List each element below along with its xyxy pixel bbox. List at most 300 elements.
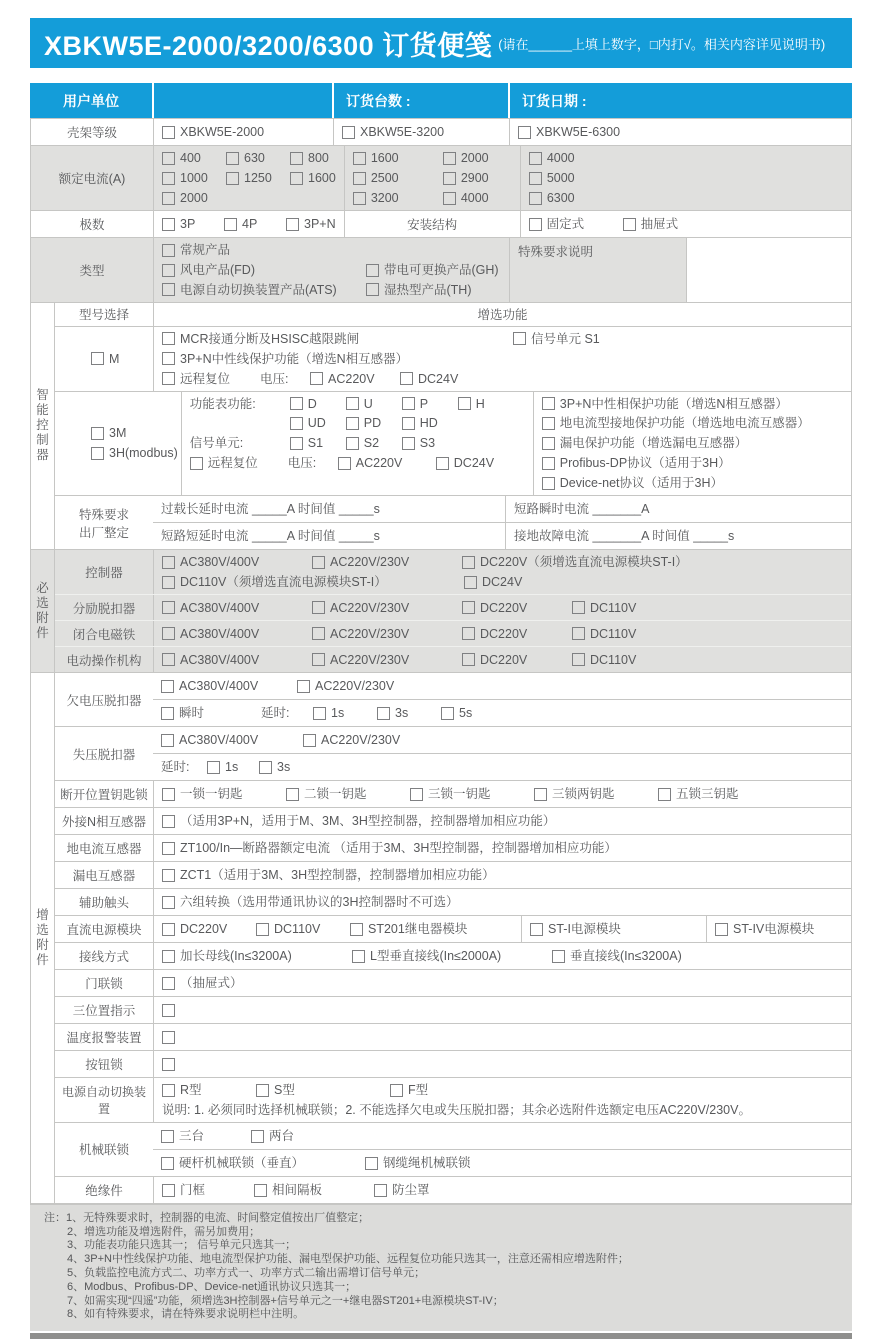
checkbox[interactable] xyxy=(162,653,175,666)
group-label-char: 控 xyxy=(36,418,49,433)
checkbox-option[interactable] xyxy=(162,1058,180,1071)
checkbox[interactable] xyxy=(350,923,363,936)
checkbox[interactable] xyxy=(162,152,175,165)
checkbox-option[interactable] xyxy=(312,600,448,617)
checkbox-option[interactable] xyxy=(529,216,609,233)
checkbox[interactable] xyxy=(462,601,475,614)
checkbox-option[interactable] xyxy=(312,626,448,643)
option-label: 六组转换（选用带通讯协议的3H控制器时不可选） xyxy=(180,894,459,909)
checkbox-option[interactable] xyxy=(377,705,427,722)
checkbox[interactable] xyxy=(162,950,175,963)
checkbox-option[interactable] xyxy=(353,150,429,167)
checkbox-option[interactable] xyxy=(542,396,788,413)
checkbox[interactable] xyxy=(162,126,175,139)
checkbox[interactable] xyxy=(161,1130,174,1143)
checkbox-option[interactable] xyxy=(312,652,448,669)
checkbox-option[interactable] xyxy=(462,600,558,617)
checkbox[interactable] xyxy=(162,1004,175,1017)
checkbox[interactable] xyxy=(353,172,366,185)
checkbox-option[interactable] xyxy=(513,331,600,348)
row-controller-voltage xyxy=(55,550,851,594)
checkbox[interactable] xyxy=(162,1184,175,1197)
group-label-char: 能 xyxy=(36,403,49,418)
checkbox-option[interactable] xyxy=(162,813,555,830)
checkbox[interactable] xyxy=(256,1084,269,1097)
checkbox[interactable] xyxy=(529,192,542,205)
checkbox[interactable] xyxy=(542,397,555,410)
checkbox-option[interactable] xyxy=(443,150,489,167)
option-label: 800 xyxy=(308,150,329,165)
checkbox[interactable] xyxy=(342,126,355,139)
checkbox[interactable] xyxy=(286,218,299,231)
checkbox-option[interactable] xyxy=(462,652,558,669)
checkbox-option[interactable] xyxy=(715,921,814,938)
checkbox-option[interactable] xyxy=(259,759,290,776)
checkbox[interactable] xyxy=(162,264,175,277)
checkbox-option[interactable] xyxy=(162,574,450,591)
checkbox-option[interactable] xyxy=(542,435,748,452)
checkbox-option[interactable] xyxy=(530,921,621,938)
checkbox-option[interactable] xyxy=(410,786,520,803)
checkbox-option[interactable] xyxy=(162,371,246,388)
checkbox[interactable] xyxy=(162,627,175,640)
checkbox-option[interactable] xyxy=(91,445,178,462)
checkbox[interactable] xyxy=(313,707,326,720)
option-label: 地电流型接地保护功能（增选地电流互感器） xyxy=(559,416,810,431)
checkbox[interactable] xyxy=(552,950,565,963)
row-mechanical-interlock xyxy=(55,1122,851,1176)
checkbox[interactable] xyxy=(259,761,272,774)
checkbox[interactable] xyxy=(402,437,415,450)
checkbox[interactable] xyxy=(162,977,175,990)
checkbox[interactable] xyxy=(441,707,454,720)
checkbox[interactable] xyxy=(458,397,471,410)
fill-in-line[interactable] xyxy=(514,499,649,519)
checkbox-option[interactable] xyxy=(290,150,329,167)
checkbox-option[interactable] xyxy=(162,867,495,884)
checkbox[interactable] xyxy=(303,734,316,747)
checkbox[interactable] xyxy=(400,372,413,385)
checkbox-option[interactable] xyxy=(572,652,636,669)
checkbox-option[interactable] xyxy=(366,282,472,299)
checkbox-option[interactable] xyxy=(207,759,245,776)
row-label: 壳架等级 xyxy=(66,126,117,140)
checkbox-option[interactable] xyxy=(290,396,332,413)
checkbox-option[interactable] xyxy=(342,124,444,141)
checkbox[interactable] xyxy=(162,923,175,936)
checkbox-option[interactable] xyxy=(162,282,352,299)
checkbox[interactable] xyxy=(338,457,351,470)
inline-label xyxy=(514,528,734,545)
row-external-n-ct xyxy=(55,807,851,834)
checkbox[interactable] xyxy=(254,1184,267,1197)
checkbox-option[interactable] xyxy=(286,786,396,803)
row-dc-power-module xyxy=(55,915,851,942)
checkbox[interactable] xyxy=(353,152,366,165)
option-line xyxy=(353,148,512,168)
checkbox-option[interactable] xyxy=(162,652,298,669)
checkbox[interactable] xyxy=(162,788,175,801)
checkbox[interactable] xyxy=(161,707,174,720)
checkbox[interactable] xyxy=(91,352,104,365)
checkbox-option[interactable] xyxy=(310,371,386,388)
checkbox[interactable] xyxy=(542,477,555,490)
checkbox[interactable] xyxy=(290,397,303,410)
header-order-qty[interactable]: 订货台数 : xyxy=(332,83,508,118)
checkbox-option[interactable] xyxy=(623,216,679,233)
checkbox[interactable] xyxy=(290,152,303,165)
checkbox-option[interactable] xyxy=(338,455,422,472)
checkbox-option[interactable] xyxy=(312,554,448,571)
checkbox-option[interactable] xyxy=(529,150,575,167)
checkbox-option[interactable] xyxy=(534,786,644,803)
checkbox[interactable] xyxy=(91,427,104,440)
checkbox-option[interactable] xyxy=(290,435,332,452)
fill-in-line[interactable] xyxy=(161,499,380,519)
checkbox-option[interactable] xyxy=(91,351,119,368)
checkbox-option[interactable] xyxy=(161,1128,237,1145)
option-label: AC380V/400V xyxy=(180,555,260,570)
fill-in-line[interactable] xyxy=(161,526,380,546)
checkbox-option[interactable] xyxy=(346,435,388,452)
checkbox[interactable] xyxy=(402,397,415,410)
checkbox[interactable] xyxy=(162,1058,175,1071)
optional-function-label: 增选功能 xyxy=(153,303,851,326)
checkbox[interactable] xyxy=(377,707,390,720)
checkbox-option[interactable] xyxy=(162,626,298,643)
checkbox[interactable] xyxy=(162,283,175,296)
checkbox-option[interactable] xyxy=(353,190,429,207)
checkbox-option[interactable] xyxy=(402,396,444,413)
row-three-position-indicator xyxy=(55,996,851,1023)
checkbox-option[interactable] xyxy=(162,921,242,938)
checkbox[interactable] xyxy=(353,192,366,205)
option-line xyxy=(162,1180,843,1200)
checkbox-option[interactable] xyxy=(366,262,499,279)
option-label: 3P+N中性线保护功能（增选N相互感器） xyxy=(180,351,409,366)
checkbox-option[interactable] xyxy=(572,600,636,617)
inline-label xyxy=(161,528,380,545)
checkbox-option[interactable] xyxy=(251,1128,294,1145)
checkbox-option[interactable] xyxy=(303,732,400,749)
row-label: 电源自动切换装置 xyxy=(61,1084,146,1116)
group-label-required-accessories xyxy=(31,550,54,672)
checkbox-option[interactable] xyxy=(224,216,272,233)
checkbox-option[interactable] xyxy=(346,396,388,413)
checkbox-option[interactable] xyxy=(286,216,336,233)
option-line xyxy=(518,122,843,142)
option-label: 常规产品 xyxy=(180,242,231,257)
checkbox[interactable] xyxy=(162,556,175,569)
checkbox[interactable] xyxy=(290,437,303,450)
checkbox-option[interactable] xyxy=(161,678,283,695)
checkbox-option[interactable] xyxy=(290,415,332,432)
checkbox-option[interactable] xyxy=(350,921,467,938)
checkbox[interactable] xyxy=(312,653,325,666)
checkbox[interactable] xyxy=(161,1157,174,1170)
option-label: 1600 xyxy=(308,170,336,185)
option-label: 5000 xyxy=(546,170,575,185)
checkbox-option[interactable] xyxy=(346,415,388,432)
checkbox[interactable] xyxy=(251,1130,264,1143)
checkbox-option[interactable] xyxy=(226,150,276,167)
checkbox-option[interactable] xyxy=(162,351,408,368)
checkbox-option[interactable] xyxy=(542,455,731,472)
checkbox[interactable] xyxy=(226,152,239,165)
checkbox[interactable] xyxy=(410,788,423,801)
checkbox[interactable] xyxy=(366,264,379,277)
checkbox[interactable] xyxy=(390,1084,403,1097)
checkbox[interactable] xyxy=(529,218,542,231)
option-label: 3s xyxy=(277,759,291,774)
checkbox[interactable] xyxy=(443,152,456,165)
checkbox-option[interactable] xyxy=(542,475,723,492)
checkbox[interactable] xyxy=(91,447,104,460)
option-label: 二锁一钥匙 xyxy=(304,786,367,801)
checkbox-option[interactable] xyxy=(162,840,617,857)
note-item: 5、负载监控电流方式二、功率方式一、功率方式二输出需增订信号单元； xyxy=(67,1266,426,1279)
checkbox-option[interactable] xyxy=(162,262,352,279)
checkbox-option[interactable] xyxy=(162,216,210,233)
checkbox-option[interactable] xyxy=(162,554,298,571)
checkbox-option[interactable] xyxy=(542,415,810,432)
checkbox[interactable] xyxy=(513,332,526,345)
row-label: 类型 xyxy=(79,263,105,278)
checkbox-option[interactable] xyxy=(529,190,575,207)
checkbox[interactable] xyxy=(290,172,303,185)
checkbox-option[interactable] xyxy=(464,574,522,591)
checkbox[interactable] xyxy=(312,627,325,640)
checkbox[interactable] xyxy=(542,417,555,430)
checkbox[interactable] xyxy=(443,172,456,185)
checkbox-option[interactable] xyxy=(161,1155,351,1172)
option-label: 相间隔板 xyxy=(272,1182,323,1197)
checkbox-option[interactable] xyxy=(443,190,489,207)
checkbox-option[interactable] xyxy=(190,455,274,472)
inline-label xyxy=(161,501,380,518)
checkbox-option[interactable] xyxy=(443,170,489,187)
checkbox[interactable] xyxy=(443,192,456,205)
checkbox[interactable] xyxy=(462,627,475,640)
option-label: 三台 xyxy=(179,1128,205,1143)
option-line xyxy=(162,122,325,142)
checkbox-option[interactable] xyxy=(313,705,363,722)
option-label: 延时: xyxy=(161,759,190,774)
checkbox[interactable] xyxy=(161,734,174,747)
checkbox[interactable] xyxy=(162,1084,175,1097)
checkbox-option[interactable] xyxy=(441,705,472,722)
checkbox[interactable] xyxy=(162,601,175,614)
option-label: DC220V（须增选直流电源模块ST-I） xyxy=(480,555,688,570)
checkbox-option[interactable] xyxy=(162,331,359,348)
checkbox-option[interactable] xyxy=(552,948,682,965)
checkbox-option[interactable] xyxy=(162,242,230,259)
checkbox[interactable] xyxy=(162,172,175,185)
checkbox[interactable] xyxy=(162,192,175,205)
checkbox[interactable] xyxy=(312,601,325,614)
option-label: AC380V/400V xyxy=(179,733,259,748)
checkbox[interactable] xyxy=(542,437,555,450)
checkbox[interactable] xyxy=(162,244,175,257)
fill-in-line[interactable] xyxy=(514,526,734,546)
checkbox-option[interactable] xyxy=(390,1082,428,1099)
checkbox[interactable] xyxy=(346,397,359,410)
checkbox-option[interactable] xyxy=(297,678,394,695)
checkbox[interactable] xyxy=(572,601,585,614)
option-line xyxy=(513,329,843,349)
checkbox-option[interactable] xyxy=(400,371,458,388)
checkbox[interactable] xyxy=(162,372,175,385)
checkbox-option[interactable] xyxy=(162,975,243,992)
row-button-lock xyxy=(55,1050,851,1077)
checkbox-option[interactable] xyxy=(161,705,247,722)
checkbox[interactable] xyxy=(542,457,555,470)
checkbox-option[interactable] xyxy=(162,1004,180,1017)
checkbox-option[interactable] xyxy=(256,921,336,938)
checkbox[interactable] xyxy=(161,680,174,693)
checkbox-option[interactable] xyxy=(226,170,276,187)
option-label: 1s xyxy=(225,759,239,774)
checkbox-option[interactable] xyxy=(162,948,338,965)
checkbox-option[interactable] xyxy=(256,1082,376,1099)
checkbox[interactable] xyxy=(312,556,325,569)
checkbox[interactable] xyxy=(162,576,175,589)
checkbox[interactable] xyxy=(190,457,203,470)
header-customer-input[interactable] xyxy=(152,83,332,118)
checkbox-option[interactable] xyxy=(254,1182,360,1199)
checkbox[interactable] xyxy=(365,1157,378,1170)
checkbox-option[interactable] xyxy=(365,1155,471,1172)
checkbox[interactable] xyxy=(530,923,543,936)
checkbox[interactable] xyxy=(462,556,475,569)
checkbox[interactable] xyxy=(162,218,175,231)
group-label-char: 必 xyxy=(36,581,49,596)
option-line xyxy=(162,1027,843,1047)
inline-label xyxy=(514,501,649,518)
checkbox[interactable] xyxy=(226,172,239,185)
row-closing-electromagnet xyxy=(55,620,851,646)
checkbox-option[interactable] xyxy=(374,1182,430,1199)
note-item: 7、如需实现“四遥”功能，须增选3H控制器+信号单元之一+继电器ST201+电源模块ST-IV； xyxy=(67,1294,504,1307)
checkbox[interactable] xyxy=(207,761,220,774)
checkbox[interactable] xyxy=(462,653,475,666)
row-label: 门联锁 xyxy=(85,976,123,991)
option-label: DC110V xyxy=(590,600,637,615)
checkbox-option[interactable] xyxy=(572,626,636,643)
checkbox[interactable] xyxy=(346,417,359,430)
checkbox[interactable] xyxy=(715,923,728,936)
checkbox-option[interactable] xyxy=(658,786,739,803)
checkbox[interactable] xyxy=(402,417,415,430)
option-label: 一锁一钥匙 xyxy=(180,786,243,801)
checkbox-option[interactable] xyxy=(162,170,212,187)
checkbox-option[interactable] xyxy=(162,124,264,141)
row-door-interlock xyxy=(55,969,851,996)
checkbox-option[interactable] xyxy=(162,894,458,911)
option-label: F型 xyxy=(408,1082,429,1097)
checkbox-option[interactable] xyxy=(162,1182,240,1199)
checkbox[interactable] xyxy=(256,923,269,936)
checkbox-option[interactable] xyxy=(529,170,575,187)
row-label: 温度报警装置 xyxy=(66,1030,142,1045)
checkbox-option[interactable] xyxy=(91,425,126,442)
row-temperature-alarm xyxy=(55,1023,851,1050)
checkbox-option[interactable] xyxy=(353,170,429,187)
header-order-date[interactable]: 订货日期 : xyxy=(508,83,852,118)
checkbox[interactable] xyxy=(310,372,323,385)
checkbox[interactable] xyxy=(162,896,175,909)
row-frame-grade xyxy=(31,119,851,145)
checkbox-option[interactable] xyxy=(162,786,272,803)
checkbox-option[interactable] xyxy=(402,415,438,432)
checkbox[interactable] xyxy=(162,842,175,855)
checkbox[interactable] xyxy=(224,218,237,231)
checkbox[interactable] xyxy=(290,417,303,430)
checkbox[interactable] xyxy=(286,788,299,801)
row-rated-current xyxy=(31,145,851,210)
checkbox[interactable] xyxy=(374,1184,387,1197)
checkbox-option[interactable] xyxy=(352,948,538,965)
option-label: 3P+N xyxy=(304,216,336,231)
row-wiring-mode xyxy=(55,942,851,969)
option-label: R型 xyxy=(180,1082,202,1097)
checkbox-option[interactable] xyxy=(462,626,558,643)
checkbox[interactable] xyxy=(366,283,379,296)
checkbox[interactable] xyxy=(572,627,585,640)
checkbox-option[interactable] xyxy=(162,190,208,207)
checkbox[interactable] xyxy=(464,576,477,589)
checkbox[interactable] xyxy=(297,680,310,693)
option-label: AC220V/230V xyxy=(315,679,395,694)
checkbox[interactable] xyxy=(352,950,365,963)
checkbox[interactable] xyxy=(658,788,671,801)
checkbox[interactable] xyxy=(162,1031,175,1044)
notes-block xyxy=(30,1204,852,1331)
checkbox-option[interactable] xyxy=(290,170,336,187)
checkbox-option[interactable] xyxy=(162,1031,180,1044)
checkbox[interactable] xyxy=(346,437,359,450)
checkbox[interactable] xyxy=(529,152,542,165)
form-title: XBKW5E-2000/3200/6300 订货便笺 xyxy=(44,30,493,61)
checkbox-option[interactable] xyxy=(462,554,688,571)
option-label: 3s xyxy=(395,706,409,721)
checkbox[interactable] xyxy=(162,815,175,828)
special-requirement-input[interactable] xyxy=(686,238,851,302)
checkbox-option[interactable] xyxy=(402,435,435,452)
checkbox[interactable] xyxy=(534,788,547,801)
option-label: 信号单元: xyxy=(189,436,244,451)
checkbox-option[interactable] xyxy=(436,455,494,472)
option-line xyxy=(542,433,843,453)
option-label: 风电产品(FD) xyxy=(180,262,255,277)
checkbox-option[interactable] xyxy=(162,150,212,167)
checkbox-option[interactable] xyxy=(162,600,298,617)
checkbox-option[interactable] xyxy=(162,1082,242,1099)
option-label: MCR接通分断及HSISC越限跳闸 xyxy=(180,331,360,346)
checkbox-option[interactable] xyxy=(458,396,485,413)
checkbox[interactable] xyxy=(162,352,175,365)
checkbox-option[interactable] xyxy=(518,124,620,141)
checkbox[interactable] xyxy=(529,172,542,185)
checkbox-option[interactable] xyxy=(161,732,289,749)
checkbox[interactable] xyxy=(518,126,531,139)
checkbox[interactable] xyxy=(572,653,585,666)
row-label: 按钮锁 xyxy=(85,1057,123,1072)
checkbox[interactable] xyxy=(623,218,636,231)
checkbox[interactable] xyxy=(162,869,175,882)
checkbox[interactable] xyxy=(162,332,175,345)
checkbox[interactable] xyxy=(436,457,449,470)
